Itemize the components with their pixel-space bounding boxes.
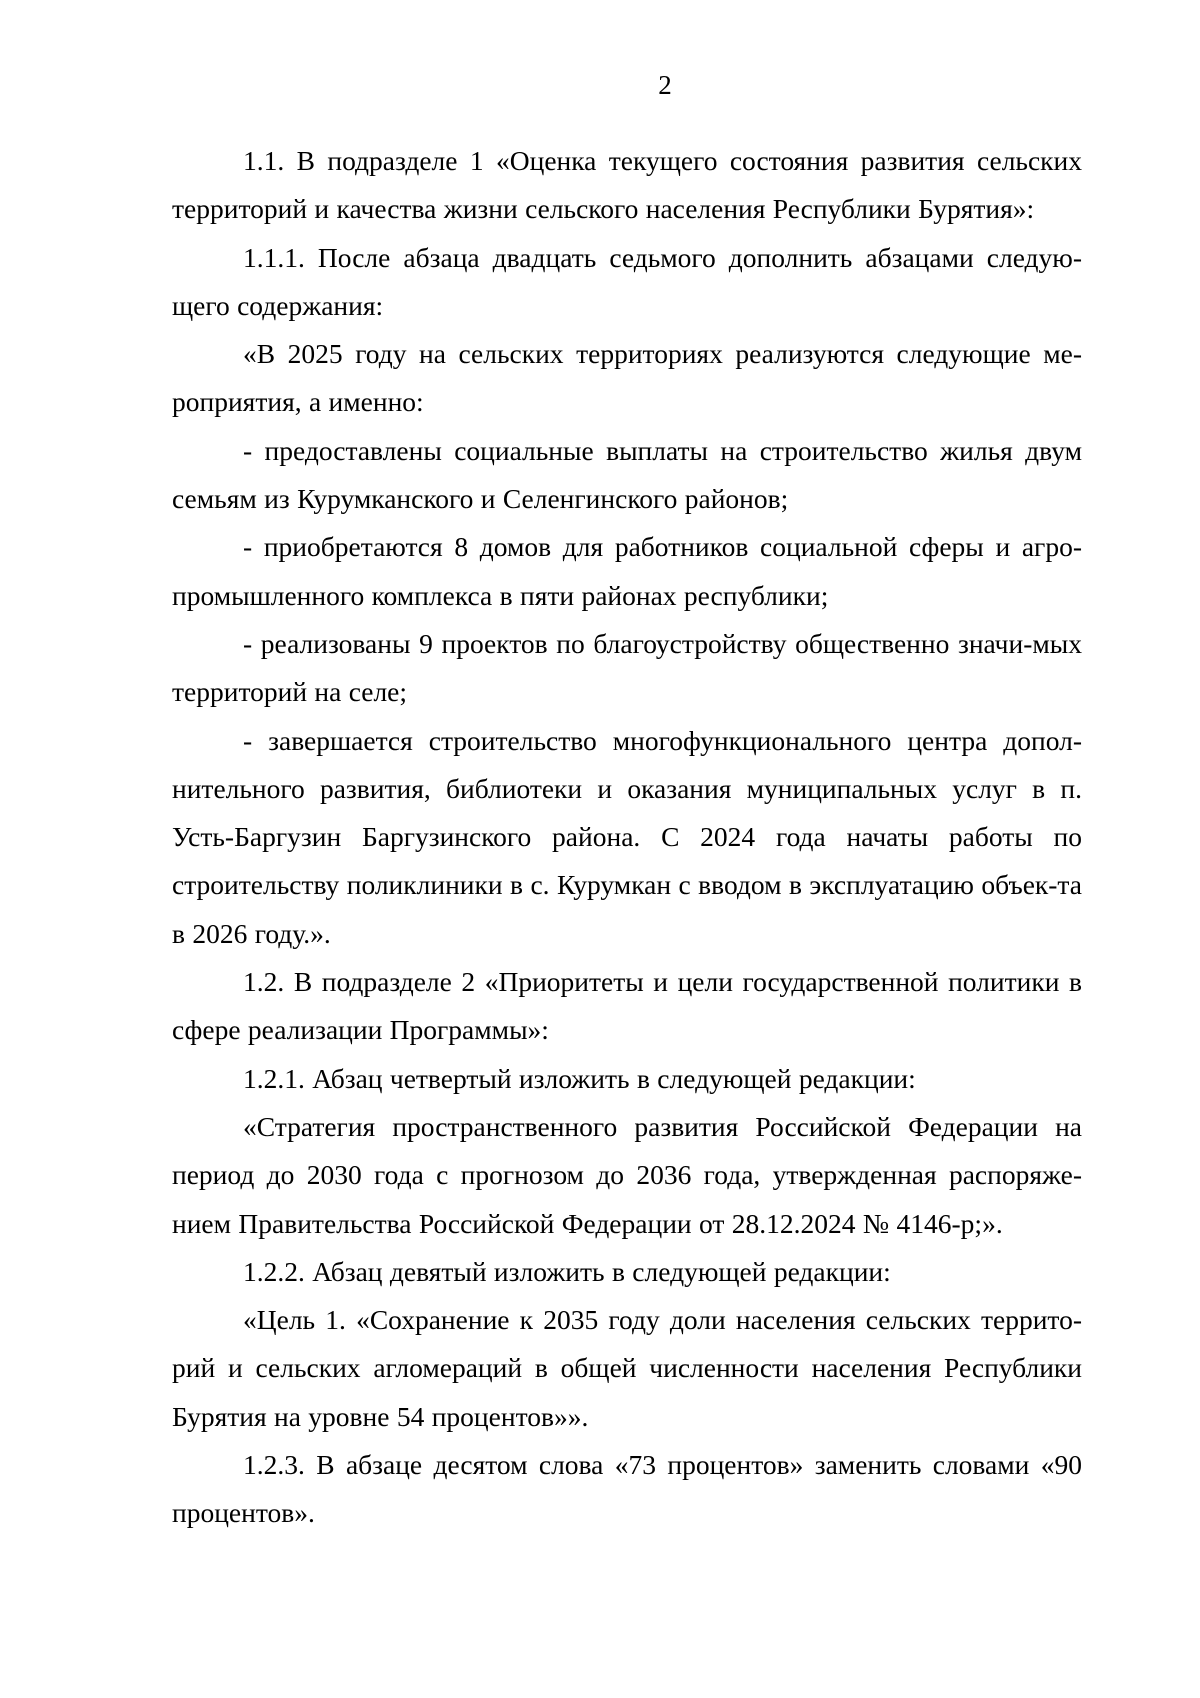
paragraph-1-1-1: 1.1.1. После абзаца двадцать седьмого дополнить абзацами следую-щего содержания: [172,241,1082,321]
document-body [172,137,1082,1538]
page-number: 2 [658,70,672,100]
quote-2025-intro: «В 2025 году на сельских территориях реализуются следующие ме-роприятия, а именно: [172,338,1082,418]
paragraph-1-1: 1.1. В подразделе 1 «Оценка текущего состояния развития сельских территорий и качества жизни сельского населения Республики Бурятия»: [172,145,1082,225]
list-item-houses: - приобретаются 8 домов для работников социальной сферы и агро-промышленного комплекса в пяти районах республики; [172,531,1082,611]
paragraph-1-2-1: 1.2.1. Абзац четвертый изложить в следующей редакции: [243,1062,916,1094]
paragraph-1-2-2: 1.2.2. Абзац девятый изложить в следующей редакции: [243,1255,891,1287]
quote-goal-1: «Цель 1. «Сохранение к 2035 году доли населения сельских террито-рий и сельских агломераций в общей численности населения Республики Бурятия на уровне 54 процентов»». [172,1304,1082,1432]
quote-strategy: «Стратегия пространственного развития Российской Федерации на период до 2030 года с прогнозом до 2036 года, утвержденная распоряже-нием Правительства Российской Федерации от 28.12.2024 № 4146-р;». [172,1110,1082,1239]
list-item-social-payments: - предоставлены социальные выплаты на строительство жилья двум семьям из Курумканского и Селенгинского районов; [172,434,1082,515]
paragraph-1-2: 1.2. В подразделе 2 «Приоритеты и цели государственной политики в сфере реализации Программы»: [172,966,1082,1046]
list-item-landscaping: - реализованы 9 проектов по благоустройству общественно значи-мых территорий на селе; [172,627,1082,708]
list-item-construction: - завершается строительство многофункционального центра допол-нительного развития, библиотеки и оказания муниципальных услуг в п. Усть-Баргузин Баргузинского района. С 2024 года начаты работы по строительству поликлиники в с. Курумкан с вводом в эксплуатацию объек-та в 2026 году.». [172,724,1082,949]
paragraph-1-2-3: 1.2.3. В абзаце десятом слова «73 процентов» заменить словами «90 процентов». [172,1449,1082,1529]
